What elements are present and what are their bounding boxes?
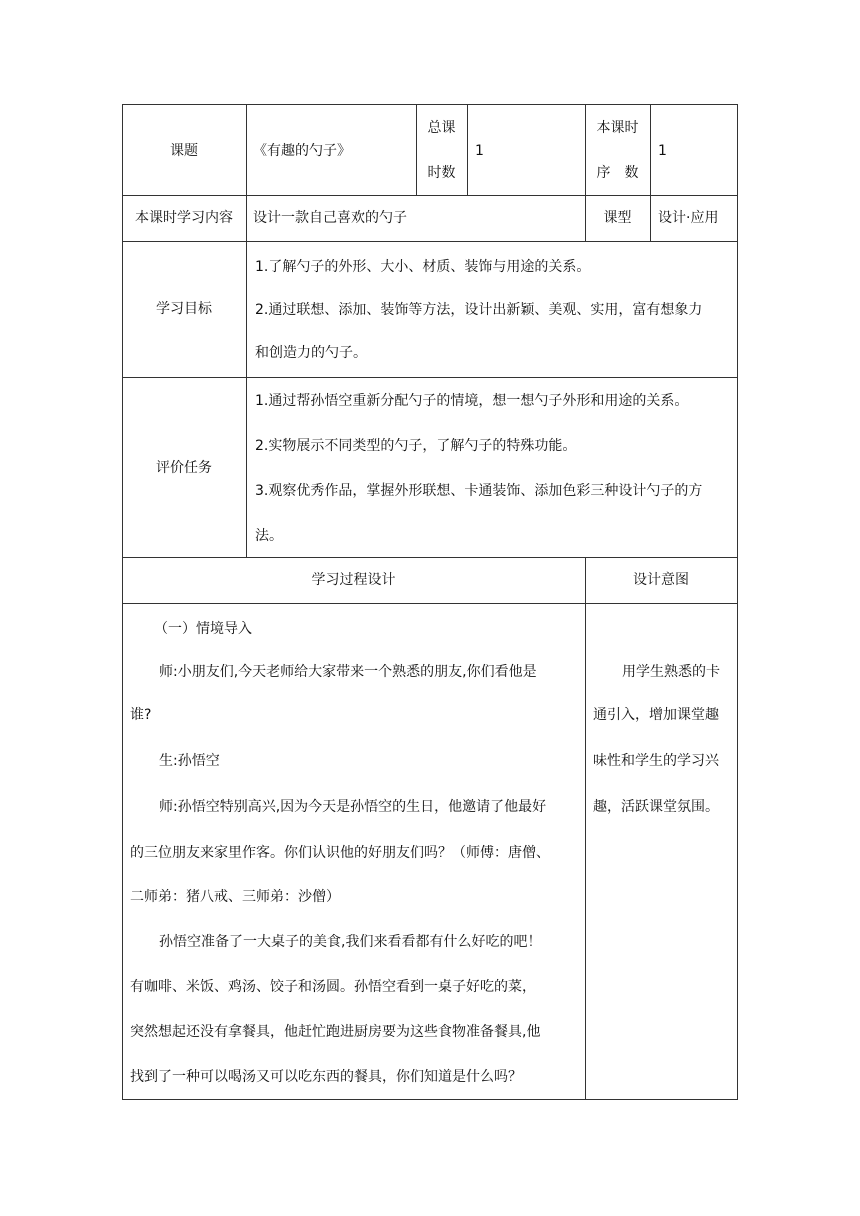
lesson-order-label-line2: 序 数 (596, 165, 639, 181)
intent-line: 趣，活跃课堂氛围。 (593, 799, 719, 815)
evaluation-line: 法。 (255, 528, 283, 544)
process-line: 师:小朋友们,今天老师给大家带来一个熟悉的朋友,你们看他是 (159, 664, 537, 680)
topic-label: 课题 (170, 143, 198, 159)
process-line: 师:孙悟空特别高兴,因为今天是孙悟空的生日，他邀请了他最好 (159, 799, 547, 815)
table-border (122, 377, 738, 378)
total-hours-value: 1 (475, 143, 484, 159)
process-line: （一）情境导入 (154, 621, 252, 637)
objective-line: 2.通过联想、添加、装饰等方法，设计出新颖、美观、实用，富有想象力 (255, 302, 703, 318)
table-border (737, 104, 738, 1100)
objectives-label: 学习目标 (156, 301, 212, 317)
topic-value: 《有趣的勺子》 (253, 143, 351, 159)
process-line: 谁? (130, 707, 152, 723)
table-border (122, 1099, 738, 1100)
process-line: 突然想起还没有拿餐具，他赶忙跑进厨房要为这些食物准备餐具,他 (130, 1024, 541, 1040)
content-label: 本课时学习内容 (135, 210, 233, 226)
lesson-type-label: 课型 (603, 210, 632, 226)
intent-header: 设计意图 (633, 572, 689, 588)
table-border (246, 104, 247, 557)
lesson-type-value: 设计·应用 (658, 210, 719, 226)
process-line: 找到了一种可以喝汤又可以吃东西的餐具，你们知道是什么吗？ (130, 1069, 522, 1085)
table-border (122, 603, 738, 604)
process-line: 有咖啡、米饭、鸡汤、饺子和汤圆。孙悟空看到一桌子好吃的菜， (130, 979, 536, 995)
content-value: 设计一款自己喜欢的勺子 (253, 210, 407, 226)
total-hours-label-line1: 总课 (427, 120, 456, 136)
evaluation-label: 评价任务 (156, 460, 212, 476)
process-line: 孙悟空准备了一大桌子的美食,我们来看看都有什么好吃的吧！ (159, 934, 542, 950)
table-border (585, 557, 586, 1099)
objective-line: 和创造力的勺子。 (255, 345, 367, 361)
process-line: 二师弟：猪八戒、三师弟：沙僧） (130, 889, 340, 905)
lesson-order-label-line1: 本课时 (596, 120, 639, 136)
process-line: 生:孙悟空 (159, 753, 220, 769)
table-border (650, 104, 651, 241)
process-line: 的三位朋友来家里作客。你们认识他的好朋友们吗？（师傅：唐僧、 (130, 845, 550, 861)
evaluation-line: 2.实物展示不同类型的勺子，了解勺子的特殊功能。 (255, 438, 577, 454)
evaluation-line: 1.通过帮孙悟空重新分配勺子的情境，想一想勺子外形和用途的关系。 (255, 393, 689, 409)
intent-line: 通引入，增加课堂趣 (593, 707, 719, 723)
intent-line: 味性和学生的学习兴 (593, 753, 719, 769)
evaluation-line: 3.观察优秀作品，掌握外形联想、卡通装饰、添加色彩三种设计勺子的方 (255, 483, 703, 499)
table-border (122, 557, 738, 558)
table-border (467, 104, 468, 195)
process-header: 学习过程设计 (311, 572, 396, 588)
lesson-order-value: 1 (658, 143, 667, 159)
intent-line: 用学生熟悉的卡 (622, 664, 720, 680)
objective-line: 1.了解勺子的外形、大小、材质、装饰与用途的关系。 (255, 259, 591, 275)
table-border (122, 104, 738, 105)
total-hours-label-line2: 时数 (427, 165, 456, 181)
table-border (122, 104, 123, 1100)
table-border (122, 241, 738, 242)
table-border (122, 195, 738, 196)
